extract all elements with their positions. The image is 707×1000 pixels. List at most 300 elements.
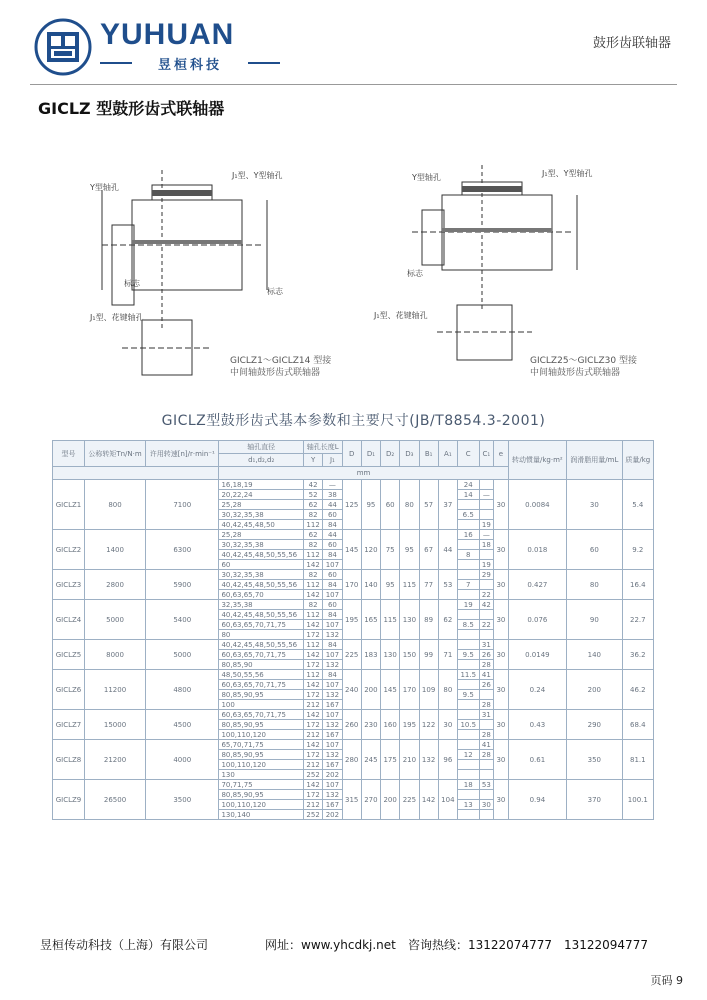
table-cell <box>457 570 479 580</box>
table-cell: 19 <box>479 560 494 570</box>
table-cell: 30,32,35,38 <box>219 510 304 520</box>
th-D2: D₂ <box>381 441 400 467</box>
table-cell: 22 <box>479 590 494 600</box>
table-cell: 0.94 <box>508 780 566 820</box>
footer-website[interactable]: 网址：www.yhcdkj.net <box>265 938 396 952</box>
table-cell: 84 <box>323 640 342 650</box>
table-cell <box>457 500 479 510</box>
table-cell: 112 <box>303 640 322 650</box>
table-cell: 44 <box>323 530 342 540</box>
table-cell: 200 <box>567 670 623 710</box>
table-cell: 90 <box>567 600 623 640</box>
table-cell: 40,42,45,48,50 <box>219 520 304 530</box>
table-cell: 30 <box>494 600 509 640</box>
table-cell: 142 <box>303 590 322 600</box>
table-cell: 107 <box>323 590 342 600</box>
spec-table-body <box>53 480 654 820</box>
table-cell: 0.24 <box>508 670 566 710</box>
table-cell: 5000 <box>84 600 145 640</box>
table-cell: 68.4 <box>622 710 653 740</box>
table-cell: 82 <box>303 570 322 580</box>
table-cell: 30 <box>494 740 509 780</box>
table-cell: 280 <box>342 740 361 780</box>
table-cell: 142 <box>303 680 322 690</box>
table-cell: 80,85,90 <box>219 660 304 670</box>
caption-left-line1: GICLZ1～GICLZ14 型接 <box>230 356 332 366</box>
table-cell <box>457 660 479 670</box>
table-cell: 260 <box>342 710 361 740</box>
table-cell: 170 <box>400 670 419 710</box>
table-cell: 42 <box>303 480 322 490</box>
table-cell: 5400 <box>146 600 219 640</box>
table-cell <box>457 680 479 690</box>
table-cell <box>457 560 479 570</box>
table-cell <box>457 520 479 530</box>
table-cell: 0.018 <box>508 530 566 570</box>
table-cell: 40,42,45,48,50,55,56 <box>219 580 304 590</box>
table-cell <box>479 480 494 490</box>
table-cell: 2800 <box>84 570 145 600</box>
table-cell: 95 <box>381 570 400 600</box>
table-cell: 6300 <box>146 530 219 570</box>
brand-name-en: YUHUAN <box>100 18 235 51</box>
table-cell: 40,42,45,48,50,55,56 <box>219 610 304 620</box>
table-cell: 0.427 <box>508 570 566 600</box>
table-cell: 80,85,90,95 <box>219 720 304 730</box>
table-cell: 20,22,24 <box>219 490 304 500</box>
table-cell: 37 <box>438 480 457 530</box>
table-cell: 132 <box>323 660 342 670</box>
table-cell: 107 <box>323 680 342 690</box>
table-cell: 80,85,90,95 <box>219 790 304 800</box>
table-cell: 29 <box>479 570 494 580</box>
table-cell: 77 <box>419 570 438 600</box>
table-cell: 95 <box>361 480 380 530</box>
table-cell: 19 <box>457 600 479 610</box>
table-cell: 30 <box>494 710 509 740</box>
table-cell: 30 <box>494 780 509 820</box>
table-cell: 130 <box>219 770 304 780</box>
table-cell <box>479 760 494 770</box>
th-model: 型号 <box>53 441 85 467</box>
table-row <box>53 740 654 750</box>
table-cell: GICLZ8 <box>53 740 85 780</box>
table-cell: 245 <box>361 740 380 780</box>
table-cell: 170 <box>342 570 361 600</box>
table-cell: 81.1 <box>622 740 653 780</box>
th-C: C <box>457 441 479 467</box>
table-row <box>53 480 654 490</box>
table-cell: 100,110,120 <box>219 730 304 740</box>
table-cell: 62 <box>438 600 457 640</box>
table-cell <box>479 790 494 800</box>
table-cell: 5900 <box>146 570 219 600</box>
table-cell <box>479 630 494 640</box>
table-cell: 60,63,65,70,71,75 <box>219 650 304 660</box>
th-grease: 润滑脂用量/mL <box>567 441 623 480</box>
table-cell: 142 <box>303 620 322 630</box>
table-cell: 167 <box>323 730 342 740</box>
table-cell: 25,28 <box>219 530 304 540</box>
table-cell <box>479 810 494 820</box>
table-cell: 132 <box>323 720 342 730</box>
table-cell: 145 <box>381 670 400 710</box>
table-cell: 142 <box>303 560 322 570</box>
page-title: GICLZ 型鼓形齿式联轴器 <box>38 99 225 118</box>
th-bore-sub: d₁,d₂,d₂ <box>219 454 304 467</box>
table-cell: 84 <box>323 670 342 680</box>
table-cell: 70,71,75 <box>219 780 304 790</box>
th-B1: B₁ <box>419 441 438 467</box>
table-cell <box>457 540 479 550</box>
table-cell: 240 <box>342 670 361 710</box>
table-cell: 107 <box>323 740 342 750</box>
table-cell: 26 <box>479 650 494 660</box>
table-cell: 122 <box>419 710 438 740</box>
table-cell: 200 <box>361 670 380 710</box>
table-cell: 4800 <box>146 670 219 710</box>
table-cell <box>479 770 494 780</box>
table-cell: 100,110,120 <box>219 760 304 770</box>
table-cell: 60 <box>323 570 342 580</box>
table-cell: 132 <box>419 740 438 780</box>
table-cell: 84 <box>323 550 342 560</box>
table-cell: 82 <box>303 600 322 610</box>
table-cell: 107 <box>323 780 342 790</box>
table-cell: 62 <box>303 500 322 510</box>
table-cell: 212 <box>303 800 322 810</box>
table-cell: 84 <box>323 610 342 620</box>
table-cell: 200 <box>381 780 400 820</box>
table-cell: 10.5 <box>457 720 479 730</box>
table-cell: 28 <box>479 730 494 740</box>
table-cell: 89 <box>419 600 438 640</box>
table-cell <box>479 720 494 730</box>
table-cell: 212 <box>303 730 322 740</box>
table-cell: 60 <box>323 600 342 610</box>
table-cell: 167 <box>323 800 342 810</box>
table-cell: 230 <box>361 710 380 740</box>
table-cell: 41 <box>479 740 494 750</box>
table-cell: 112 <box>303 550 322 560</box>
table-cell: 40,42,45,48,50,55,56 <box>219 640 304 650</box>
table-cell: 315 <box>342 780 361 820</box>
table-cell: 60,63,65,70 <box>219 590 304 600</box>
table-row <box>53 670 654 680</box>
table-cell: 30 <box>494 640 509 670</box>
table-cell: 107 <box>323 710 342 720</box>
table-cell <box>479 580 494 590</box>
table-cell: — <box>323 480 342 490</box>
table-cell: 60,63,65,70,71,75 <box>219 710 304 720</box>
table-cell: 125 <box>342 480 361 530</box>
table-cell: 8000 <box>84 640 145 670</box>
table-cell: 140 <box>361 570 380 600</box>
table-cell: 8.5 <box>457 620 479 630</box>
table-cell: 202 <box>323 810 342 820</box>
table-cell: 270 <box>361 780 380 820</box>
drawing-label-j1-y-bore-right: J₁型、Y型轴孔 <box>542 169 593 178</box>
table-cell: 112 <box>303 670 322 680</box>
table-cell: 26500 <box>84 780 145 820</box>
table-cell: 140 <box>567 640 623 670</box>
table-cell: 80 <box>400 480 419 530</box>
table-cell: 60 <box>323 510 342 520</box>
table-cell: 142 <box>419 780 438 820</box>
table-cell: 160 <box>381 710 400 740</box>
table-cell: 112 <box>303 520 322 530</box>
table-cell: 0.076 <box>508 600 566 640</box>
technical-drawings <box>62 150 662 400</box>
table-cell: 0.0149 <box>508 640 566 670</box>
table-cell: 19 <box>479 520 494 530</box>
table-cell: 60 <box>323 540 342 550</box>
th-D3: D₃ <box>400 441 419 467</box>
table-cell: 16 <box>457 530 479 540</box>
table-cell: 96 <box>438 740 457 780</box>
table-cell <box>457 640 479 650</box>
th-A1: A₁ <box>438 441 457 467</box>
table-cell: 142 <box>303 740 322 750</box>
table-cell: 53 <box>438 570 457 600</box>
table-cell <box>457 590 479 600</box>
table-cell: 18 <box>457 780 479 790</box>
table-cell: 60,63,65,70,71,75 <box>219 620 304 630</box>
th-j1: J₁ <box>323 454 342 467</box>
table-cell: 84 <box>323 520 342 530</box>
table-cell: 132 <box>323 630 342 640</box>
table-cell: 65,70,71,75 <box>219 740 304 750</box>
table-cell: 252 <box>303 810 322 820</box>
table-cell: 31 <box>479 710 494 720</box>
th-speed: 许用转速[n]/r·min⁻¹ <box>146 441 219 467</box>
table-cell: 30 <box>479 800 494 810</box>
table-cell: 80 <box>219 630 304 640</box>
table-cell: 1400 <box>84 530 145 570</box>
table-cell <box>457 730 479 740</box>
drawing-label-y-bore-right: Y型轴孔 <box>412 173 441 182</box>
table-cell: 370 <box>567 780 623 820</box>
table-cell: 38 <box>323 490 342 500</box>
table-cell: 80,85,90,95 <box>219 690 304 700</box>
table-cell: 80 <box>567 570 623 600</box>
th-C1: C₁ <box>479 441 494 467</box>
caption-right <box>530 355 637 379</box>
table-cell: 44 <box>438 530 457 570</box>
table-cell: 31 <box>479 640 494 650</box>
table-cell: 60 <box>567 530 623 570</box>
table-cell: 7100 <box>146 480 219 530</box>
table-cell: 175 <box>381 740 400 780</box>
table-cell: 60,63,65,70,71,75 <box>219 680 304 690</box>
table-cell <box>457 700 479 710</box>
table-cell: GICLZ6 <box>53 670 85 710</box>
table-cell: 107 <box>323 650 342 660</box>
table-cell: 24 <box>457 480 479 490</box>
spec-table-head <box>53 441 654 480</box>
table-cell: 30,32,35,38 <box>219 570 304 580</box>
table-cell: — <box>479 490 494 500</box>
th-D: D <box>342 441 361 467</box>
drawing-label-mark-2: 标志 <box>267 287 283 296</box>
table-cell: 5.4 <box>622 480 653 530</box>
table-cell: 82 <box>303 510 322 520</box>
table-cell: 32,35,38 <box>219 600 304 610</box>
table-cell: 112 <box>303 580 322 590</box>
table-cell: 52 <box>303 490 322 500</box>
table-cell: 9.5 <box>457 690 479 700</box>
table-cell: 132 <box>323 750 342 760</box>
table-row <box>53 530 654 540</box>
table-cell: GICLZ1 <box>53 480 85 530</box>
table-cell: 80 <box>438 670 457 710</box>
th-y: Y <box>303 454 322 467</box>
table-cell: 25,28 <box>219 500 304 510</box>
table-cell: 115 <box>400 570 419 600</box>
table-cell: 100.1 <box>622 780 653 820</box>
table-cell: 130 <box>381 640 400 670</box>
drawing-label-spline-bore-right: J₁型、花键轴孔 <box>374 311 428 320</box>
table-cell: 4500 <box>146 710 219 740</box>
table-cell: 15000 <box>84 710 145 740</box>
table-cell <box>457 710 479 720</box>
table-cell <box>479 550 494 560</box>
th-blank <box>53 467 219 480</box>
table-cell: 202 <box>323 770 342 780</box>
header-divider <box>30 84 677 85</box>
table-cell: 100 <box>219 700 304 710</box>
table-cell: 18 <box>479 540 494 550</box>
table-cell: 142 <box>303 650 322 660</box>
table-cell: 53 <box>479 780 494 790</box>
table-cell: 67 <box>419 530 438 570</box>
th-bore-group: 轴孔直径 <box>219 441 304 454</box>
table-title: GICLZ型鼓形齿式基本参数和主要尺寸(JB/T8854.3-2001) <box>161 413 546 429</box>
table-cell: 167 <box>323 760 342 770</box>
table-cell: 12 <box>457 750 479 760</box>
table-cell: 225 <box>342 640 361 670</box>
table-cell: GICLZ5 <box>53 640 85 670</box>
table-cell <box>479 610 494 620</box>
table-cell: 172 <box>303 720 322 730</box>
table-cell: 172 <box>303 750 322 760</box>
category-label: 鼓形齿联轴器 <box>592 36 671 51</box>
table-cell: 21200 <box>84 740 145 780</box>
table-row <box>53 710 654 720</box>
table-cell: 9.2 <box>622 530 653 570</box>
table-cell: 30 <box>494 530 509 570</box>
th-length-group: 轴孔长度L <box>303 441 342 454</box>
th-e: e <box>494 441 509 467</box>
table-cell: 30 <box>438 710 457 740</box>
table-cell: 0.61 <box>508 740 566 780</box>
table-cell: 22.7 <box>622 600 653 640</box>
table-cell: 16.4 <box>622 570 653 600</box>
table-cell: 48,50,55,56 <box>219 670 304 680</box>
table-cell: 195 <box>400 710 419 740</box>
th-unit: mm <box>219 467 508 480</box>
table-cell: 290 <box>567 710 623 740</box>
table-cell: 145 <box>342 530 361 570</box>
table-cell: 28 <box>479 660 494 670</box>
table-cell <box>457 760 479 770</box>
table-cell <box>457 770 479 780</box>
brand-name-cn: 昱桓科技 <box>100 54 280 73</box>
table-cell: 210 <box>400 740 419 780</box>
table-cell: 84 <box>323 580 342 590</box>
table-cell: 6.5 <box>457 510 479 520</box>
th-mass: 质量/kg <box>622 441 653 480</box>
table-cell: 9.5 <box>457 650 479 660</box>
drawing-label-y-bore: Y型轴孔 <box>90 183 119 192</box>
table-cell: — <box>479 530 494 540</box>
table-cell: 13 <box>457 800 479 810</box>
th-D1: D₁ <box>361 441 380 467</box>
table-cell: 41 <box>479 670 494 680</box>
table-cell: 0.43 <box>508 710 566 740</box>
caption-right-line1: GICLZ25～GICLZ30 型接 <box>530 356 637 366</box>
table-cell: 212 <box>303 700 322 710</box>
page-number: 页码 9 <box>650 974 683 987</box>
table-cell: GICLZ7 <box>53 710 85 740</box>
table-cell: 30 <box>494 570 509 600</box>
table-cell: 95 <box>400 530 419 570</box>
table-cell: 42 <box>479 600 494 610</box>
table-cell: 107 <box>323 560 342 570</box>
table-cell <box>457 740 479 750</box>
table-cell <box>479 500 494 510</box>
table-cell: 7 <box>457 580 479 590</box>
table-cell: 71 <box>438 640 457 670</box>
table-cell: 252 <box>303 770 322 780</box>
table-cell: 112 <box>303 610 322 620</box>
table-cell: GICLZ3 <box>53 570 85 600</box>
table-cell: 172 <box>303 660 322 670</box>
table-cell: 60 <box>219 560 304 570</box>
table-row <box>53 640 654 650</box>
table-cell: 57 <box>419 480 438 530</box>
drawing-label-mark-1: 标志 <box>124 279 140 288</box>
table-cell: GICLZ4 <box>53 600 85 640</box>
table-cell: 22 <box>479 620 494 630</box>
table-cell: 195 <box>342 600 361 640</box>
table-cell: 109 <box>419 670 438 710</box>
table-cell: 172 <box>303 630 322 640</box>
table-cell: 60 <box>381 480 400 530</box>
table-cell: 82 <box>303 540 322 550</box>
footer-hotline: 咨询热线：13122074777 13122094777 <box>408 938 648 952</box>
table-cell <box>457 810 479 820</box>
table-cell: 11.5 <box>457 670 479 680</box>
table-cell: 16,18,19 <box>219 480 304 490</box>
table-row <box>53 780 654 790</box>
table-cell: 142 <box>303 710 322 720</box>
table-cell: 28 <box>479 750 494 760</box>
table-cell <box>457 790 479 800</box>
table-cell: 30 <box>567 480 623 530</box>
table-cell: 28 <box>479 700 494 710</box>
footer-company: 昱桓传动科技（上海）有限公司 <box>40 938 209 952</box>
table-cell: 8 <box>457 550 479 560</box>
table-cell: 130,140 <box>219 810 304 820</box>
table-cell: 5000 <box>146 640 219 670</box>
table-cell: 115 <box>381 600 400 640</box>
table-cell: 167 <box>323 700 342 710</box>
table-cell: 104 <box>438 780 457 820</box>
table-cell: 26 <box>479 680 494 690</box>
table-cell: 46.2 <box>622 670 653 710</box>
th-torque: 公称转矩Tn/N·m <box>84 441 145 467</box>
